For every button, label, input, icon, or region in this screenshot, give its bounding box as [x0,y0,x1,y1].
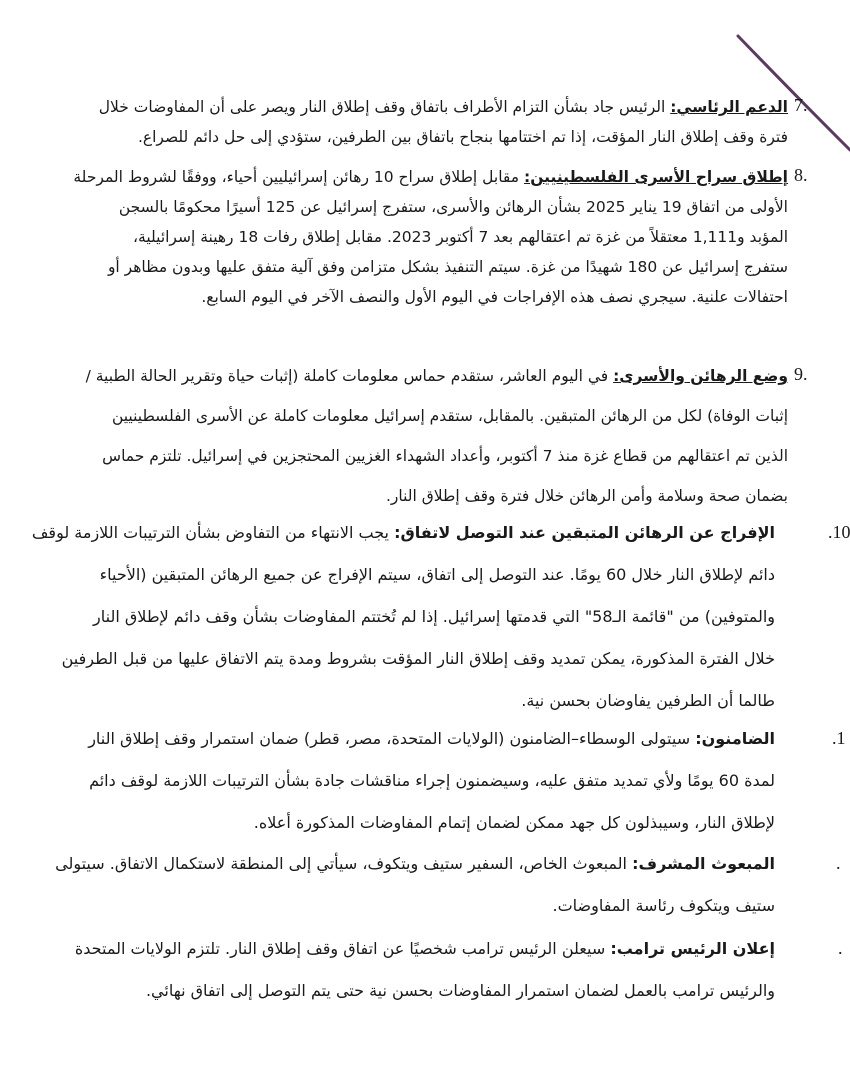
clause-8-line-3: المؤبد و1,111 معتقلاً من غزة تم اعتقالهم بعد 7 أكتوبر 2023. مقابل إطلاق رفات 18 رهينة إسرائيلية، [133,228,788,246]
clause-7 [30,92,788,152]
clause-10-line-3: والمتوفين) من "قائمة الـ58" التي قدمتها إسرائيل. إذا لم تُختتم المفاوضات بشأن وقف دائم لإطلاق النار [93,607,775,626]
clause-announcement-line-1: إعلان الرئيس ترامب: سيعلن الرئيس ترامب شخصيًا عن اتفاق وقف إطلاق النار. تلتزم الولايات المتحدة [74,939,775,958]
clause-guarantors-heading: الضامنون: [695,729,775,748]
clause-envoy-line-2: ستيف ويتكوف رئاسة المفاوضات. [552,896,775,915]
clause-envoy-line-1: المبعوث المشرف: المبعوث الخاص، السفير ستيف ويتكوف، سيأتي إلى المنطقة لاستكمال الاتفاق. سيتولى [55,854,775,873]
clause-announcement-heading: إعلان الرئيس ترامب: [610,939,775,958]
clause-envoy [20,843,775,927]
clause-10-line-4: خلال الفترة المذكورة، يمكن تمديد وقف إطلاق النار المؤقت بشروط ومدة يتم الاتفاق عليها من قبل الطرفين [61,649,775,668]
clause-guarantors-line-1: الضامنون: سيتولى الوسطاء–الضامنون (الولايات المتحدة، مصر، قطر) ضمان استمرار وقف إطلاق النار [88,729,775,748]
clause-guarantors-number: .1 [832,728,846,748]
clause-8-line-1: إطلاق سراح الأسرى الفلسطينيين: مقابل إطلاق سراح 10 رهائن إسرائيليين أحياء، ووفقًا لشروط المرحلة [73,168,788,186]
clause-10-line-1: الإفراج عن الرهائن المتبقين عند التوصل لاتفاق: يجب الانتهاء من التفاوض بشأن الترتيبات اللازمة لوقف [31,523,775,542]
clause-envoy-heading: المبعوث المشرف: [632,854,775,873]
clause-8-number: 8. [794,165,808,185]
clause-9-line-1: وضع الرهائن والأسرى: في اليوم العاشر، ستقدم حماس معلومات كاملة (إثبات حياة وتقرير الحالة الطبية / [85,367,788,385]
clause-envoy-number: . [836,853,841,873]
clause-7-line-2: فترة وقف إطلاق النار المؤقت، إذا تم اختتامها بنجاح باتفاق بين الطرفين، ستؤدي إلى حل دائم للصراع. [137,128,788,146]
clause-10-heading: الإفراج عن الرهائن المتبقين عند التوصل لاتفاق: [394,523,775,542]
clause-9-number: 9. [794,364,808,384]
clause-guarantors-line-3: لإطلاق النار، وسيبذلون كل جهد ممكن لضمان إتمام المفاوضات المذكورة أعلاه. [253,813,775,832]
clause-announcement [20,928,775,1012]
clause-8-line-2: الأولى من اتفاق 19 يناير 2025 بشأن الرهائن والأسرى، ستفرج إسرائيل عن 125 أسيرًا محكومًا بالسجن [118,198,788,216]
clause-announcement-line-2: والرئيس ترامب بالعمل لضمان استمرار المفاوضات بحسن نية حتى يتم التوصل إلى اتفاق نهائي. [145,981,775,1000]
clause-9 [30,356,788,516]
clause-8-heading: إطلاق سراح الأسرى الفلسطينيين: [524,168,788,186]
clause-7-heading: الدعم الرئاسي: [670,98,788,116]
clause-guarantors-line-2: لمدة 60 يومًا ولأي تمديد متفق عليه، وسيضمنون إجراء مناقشات جادة بشأن الترتيبات اللازمة لوقف دائم [89,771,775,790]
clause-guarantors [20,718,775,844]
clause-8-line-5: احتفالات علنية. سيجري نصف هذه الإفراجات في اليوم الأول والنصف الآخر في اليوم السابع. [201,288,788,306]
clause-8 [30,162,788,312]
clause-10-line-5: طالما أن الطرفين يفاوضان بحسن نية. [521,691,775,710]
clause-announcement-number: . [838,938,843,958]
clause-7-number: 7. [794,95,808,115]
clause-9-line-3: الذين تم اعتقالهم من قطاع غزة منذ 7 أكتوبر، وأعداد الشهداء الغزيين المحتجزين في إسرائيل. تلتزم حماس [102,447,788,465]
clause-9-line-4: بضمان صحة وسلامة وأمن الرهائن خلال فترة وقف إطلاق النار. [385,487,788,505]
clause-9-line-2: إثبات الوفاة) لكل من الرهائن المتبقين. بالمقابل، ستقدم إسرائيل معلومات كاملة عن الأسرى الفلسطينيين [111,407,788,425]
clause-10-number: .10 [828,522,850,542]
clause-10-line-2: دائم لإطلاق النار خلال 60 يومًا. عند التوصل إلى اتفاق، سيتم الإفراج عن جميع الرهائن المتبقين (الأحياء [99,565,775,584]
clause-8-line-4: ستفرج إسرائيل عن 180 شهيدًا من غزة. سيتم التنفيذ بشكل متزامن وفق آلية متفق عليها وبدون مظاهر أو [107,258,788,276]
clause-10 [20,512,775,722]
clause-9-heading: وضع الرهائن والأسرى: [613,367,788,385]
clause-7-line-1: الدعم الرئاسي: الرئيس جاد بشأن التزام الأطراف باتفاق وقف إطلاق النار ويصر على أن المفاوضات خلال [98,98,788,116]
